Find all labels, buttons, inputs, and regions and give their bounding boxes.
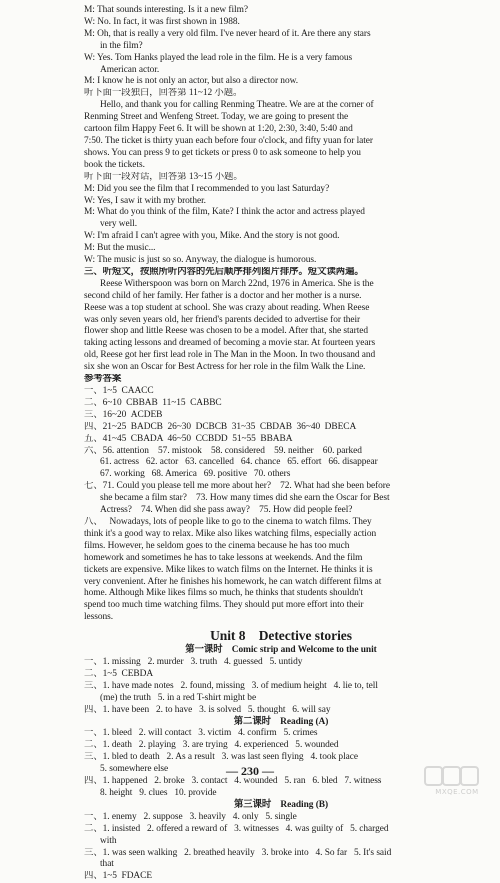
text-line: W: I'm afraid I can't agree with you, Mike. And the story is not good. xyxy=(84,231,340,242)
text-line: 三、听短文，按照所听内容的先后顺序排列图片排序。短文读两遍。 xyxy=(84,266,364,277)
section-title-lesson-2: 第二课时 Reading (A) xyxy=(233,716,329,727)
text-line: M: Did you see the film that I recommended to you last Saturday? xyxy=(84,183,330,194)
text-line: Actress? 74. When did she pass away? 75. How did people feel? xyxy=(100,505,353,516)
text-line: 二、6~10 CBBAB 11~15 CABBC xyxy=(84,397,222,408)
text-line: M: What do you think of the film, Kate? I think the actor and actress played xyxy=(84,207,365,218)
unit-title: Unit 8 Detective stories xyxy=(210,628,352,644)
watermark-logo-icon xyxy=(420,766,494,796)
text-line: American actor. xyxy=(100,64,160,75)
answer-line: 三、1. bled to death 2. As a result 3. was last seen flying 4. took place xyxy=(84,752,358,763)
text-line: M: But the music... xyxy=(84,243,156,254)
text-line: 八、 Nowadays, lots of people like to go to the cinema to watch films. They xyxy=(84,516,372,527)
text-line: think it's a good way to relax. Mike also likes watching films, especially action xyxy=(84,528,377,539)
answer-line: that xyxy=(100,859,114,870)
text-line: old, Reese got her first lead role in The Man in the Moon. In two thousand and xyxy=(84,350,376,361)
text-line: very well. xyxy=(100,219,137,230)
page-number: — 230 — xyxy=(226,764,274,778)
text-line: M: Oh, that is really a very old film. I've never heard of it. Are there any stars xyxy=(84,28,371,39)
lesson-1-answers xyxy=(84,657,478,717)
text-line: homework and sometimes he has to take lessons at weekends. And the film xyxy=(84,552,363,563)
text-line: 七、71. Could you please tell me more about her? 72. What had she been before xyxy=(84,481,390,492)
text-line: flower shop and little Reese was chosen to be a model. After that, she started xyxy=(84,326,369,337)
text-line: films. However, he seldom goes to the cinema because he has too much xyxy=(84,540,350,551)
text-line: Reese was a top student at school. She was crazy about reading. When Reese xyxy=(84,302,370,313)
text-line: very convenient. After he finishes his homework, he can watch different films at xyxy=(84,576,382,587)
text-line: 六、56. attention 57. mistook 58. considered 59. neither 60. parked xyxy=(84,445,362,456)
text-line: 听下面一段对话，回答第 13~15 小题。 xyxy=(84,171,243,182)
answer-line: 8. height 9. clues 10. provide xyxy=(100,788,217,798)
answer-line: 一、1. bleed 2. will contact 3. victim 4. confirm 5. crimes xyxy=(84,728,318,739)
text-line: 四、21~25 BADCB 26~30 DCBCB 31~35 CBDAB 36~40 DBECA xyxy=(84,421,357,432)
text-line: spend too much time watching films. They should put more effort into their xyxy=(84,600,364,611)
text-line: tickets are expensive. Mike likes to watch films on the Internet. He thinks it is xyxy=(84,564,373,575)
text-line: W: No. In fact, it was first shown in 1988. xyxy=(84,16,240,27)
text-line: 一、1~5 CAACC xyxy=(84,386,154,396)
section-title-lesson-1: 第一课时 Comic strip and Welcome to the unit xyxy=(185,645,377,656)
watermark-text: MXQE.COM xyxy=(435,788,479,796)
text-line: 听下面一段独白，回答第 11~12 小题。 xyxy=(84,88,243,99)
text-line: taking acting lessons and dreamed of becoming a movie star. At fourteen years xyxy=(84,338,376,349)
text-line: 参考答案 xyxy=(84,374,122,385)
answer-line: 二、1. insisted 2. offered a reward of 3. witnesses 4. was guilty of 5. charged xyxy=(84,823,389,834)
text-line: W: The music is just so so. Anyway, the dialogue is humorous. xyxy=(84,255,317,266)
answer-line: 5. somewhere else xyxy=(100,764,169,775)
text-line: Reese Witherspoon was born on March 22nd, 1976 in America. She is the xyxy=(100,278,374,289)
text-line: in the film? xyxy=(100,40,143,51)
answer-line: with xyxy=(100,835,117,846)
answer-line: 四、1. happened 2. broke 3. contact 4. wounded 5. ran 6. bled 7. witness xyxy=(84,776,382,787)
text-line: home. Although Mike likes films so much, he thinks that students shouldn't xyxy=(84,588,363,599)
answer-line: 三、1. have made notes 2. found, missing 3. of medium height 4. lie to, tell xyxy=(84,680,378,691)
text-line: 67. working 68. America 69. positive 70. others xyxy=(100,469,291,480)
lesson-3-answers xyxy=(84,812,478,883)
answer-line: 四、1. have been 2. to have 3. is solved 5. thought 6. will say xyxy=(84,704,331,715)
text-line: book the tickets. xyxy=(84,159,145,170)
answer-line: 一、1. enemy 2. suppose 3. heavily 4. only 5. single xyxy=(84,811,297,822)
section-title-lesson-3: 第三课时 Reading (B) xyxy=(233,799,329,810)
text-line: Hello, and thank you for calling Renming Theatre. We are at the corner of xyxy=(100,100,374,111)
text-line: shows. You can press 9 to get tickets or press 0 to ask someone to help you xyxy=(84,147,361,158)
answer-line: (me) the truth 5. in a red T-shirt might be xyxy=(100,692,257,703)
text-line: 7:50. The ticket is thirty yuan each before four o'clock, and fifty yuan for later xyxy=(84,135,373,146)
text-line: W: Yes. Tom Hanks played the lead role in the film. He is a very famous xyxy=(84,52,353,63)
text-line: Renming Street and Wenfeng Street. Today, we are going to present the xyxy=(84,112,349,123)
answer-line: 三、1. was seen walking 2. breathed heavily 3. broke into 4. So far 5. It's said xyxy=(84,847,392,858)
text-line: six she won an Oscar for Best Actress for her role in the film Walk the Line. xyxy=(84,362,366,373)
text-line: W: Yes, I saw it with my brother. xyxy=(84,195,206,206)
answer-line: 一、1. missing 2. murder 3. truth 4. guessed 5. untidy xyxy=(84,657,303,668)
text-line: 61. actress 62. actor 63. cancelled 64. chance 65. effort 66. disappear xyxy=(100,457,378,468)
text-line: second child of her family. Her father is a doctor and her mother is a nurse. xyxy=(84,290,362,301)
text-line: cartoon film Happy Feet 6. It will be shown at 1:20, 2:30, 3:40, 5:40 and xyxy=(84,124,353,135)
listening-script-and-answers xyxy=(84,5,478,624)
answer-line: 二、1~5 CEBDA xyxy=(84,668,154,679)
text-line: M: I know he is not only an actor, but also a director now. xyxy=(84,76,298,87)
text-line: 三、16~20 ACDEB xyxy=(84,409,163,420)
text-line: M: That sounds interesting. Is it a new film? xyxy=(84,5,248,15)
text-line: she became a film star? 73. How many times did she earn the Oscar for Best xyxy=(100,493,390,504)
text-line: was only seven years old, her friend's parents decided to advertise for their xyxy=(84,314,361,325)
text-line: 五、41~45 CBADA 46~50 CCBDD 51~55 BBABA xyxy=(84,433,293,444)
answer-line: 二、1. death 2. playing 3. are trying 4. experienced 5. wounded xyxy=(84,740,339,751)
text-line: lessons. xyxy=(84,612,114,623)
answer-line: 四、1~5 FDACE xyxy=(84,871,153,882)
